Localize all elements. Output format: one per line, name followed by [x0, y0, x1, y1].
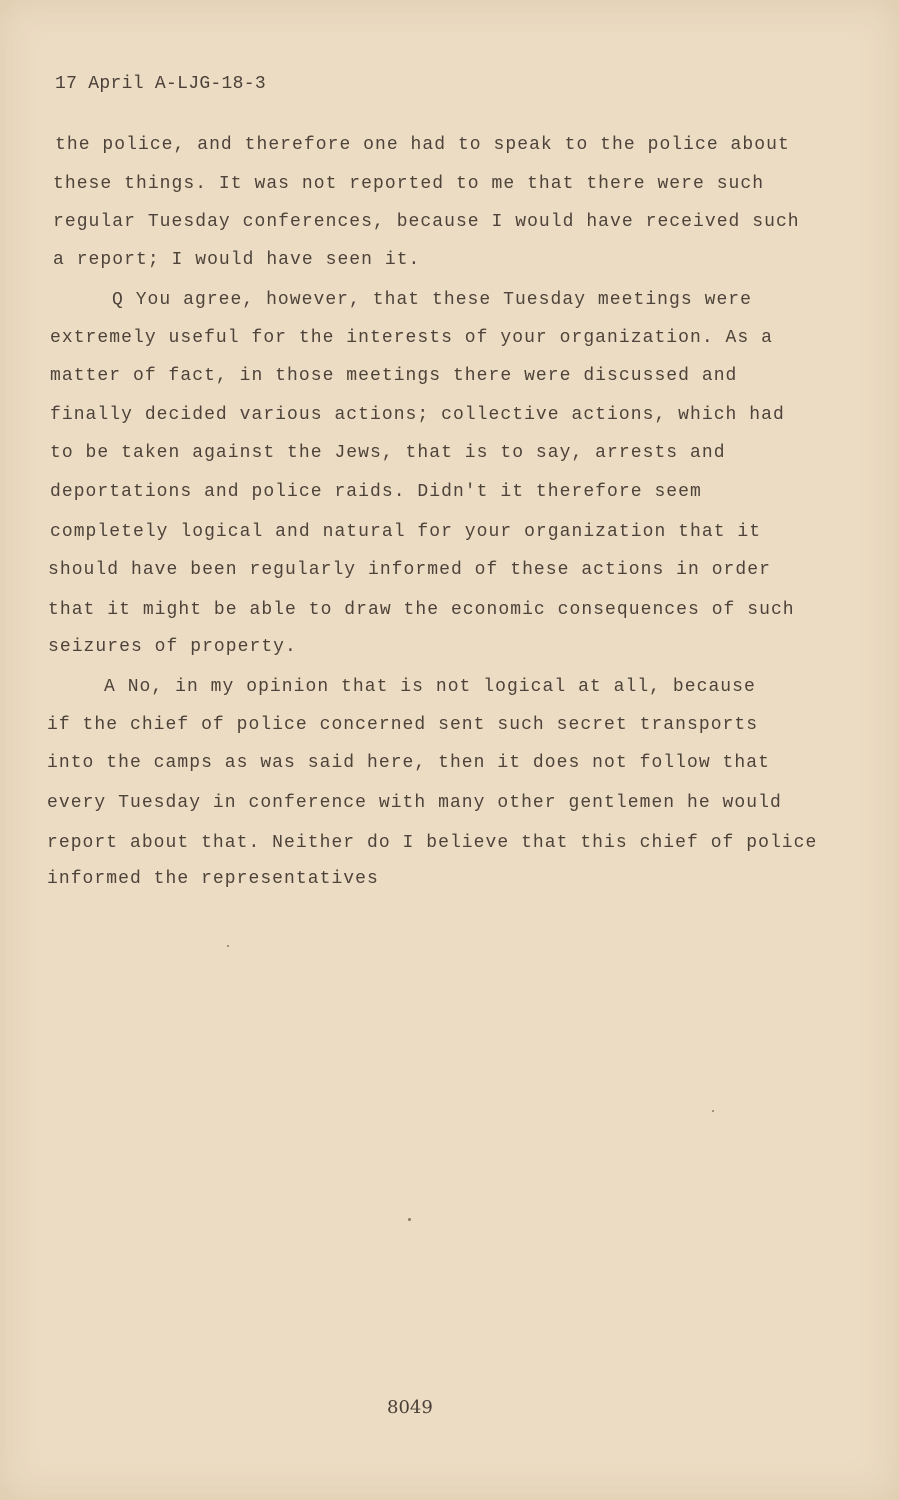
text-line: report about that. Neither do I believe that this chief of police	[47, 833, 818, 853]
text-line: regular Tuesday conferences, because I would have received such	[53, 212, 800, 232]
text-line: seizures of property.	[48, 637, 297, 657]
text-line: if the chief of police concerned sent such secret transports	[47, 715, 759, 735]
text-line: finally decided various actions; collective actions, which had	[50, 405, 785, 425]
paper-speck	[712, 1110, 714, 1112]
text-line: deportations and police raids. Didn't it therefore seem	[50, 482, 702, 502]
text-line: extremely useful for the interests of your organization. As a	[50, 328, 773, 348]
text-line: matter of fact, in those meetings there were discussed and	[50, 366, 738, 386]
document-header: 17 April A-LJG-18-3	[55, 74, 266, 94]
text-line: to be taken against the Jews, that is to say, arrests and	[50, 443, 726, 463]
text-line: the police, and therefore one had to speak to the police about	[55, 135, 790, 155]
paper-speck	[408, 1218, 411, 1221]
page-number: 8049	[387, 1397, 433, 1418]
text-line: should have been regularly informed of these actions in order	[48, 560, 771, 580]
answer-line: A No, in my opinion that is not logical at all, because	[104, 677, 756, 697]
text-line: every Tuesday in conference with many other gentlemen he would	[47, 793, 782, 813]
question-line: Q You agree, however, that these Tuesday meetings were	[112, 290, 752, 310]
text-line: completely logical and natural for your organization that it	[50, 522, 762, 542]
text-line: these things. It was not reported to me that there were such	[53, 174, 765, 194]
text-line: informed the representatives	[47, 869, 379, 889]
text-line: a report; I would have seen it.	[53, 250, 421, 270]
paper-speck	[227, 945, 229, 947]
text-line: that it might be able to draw the economic consequences of such	[48, 600, 795, 620]
text-line: into the camps as was said here, then it does not follow that	[47, 753, 770, 773]
